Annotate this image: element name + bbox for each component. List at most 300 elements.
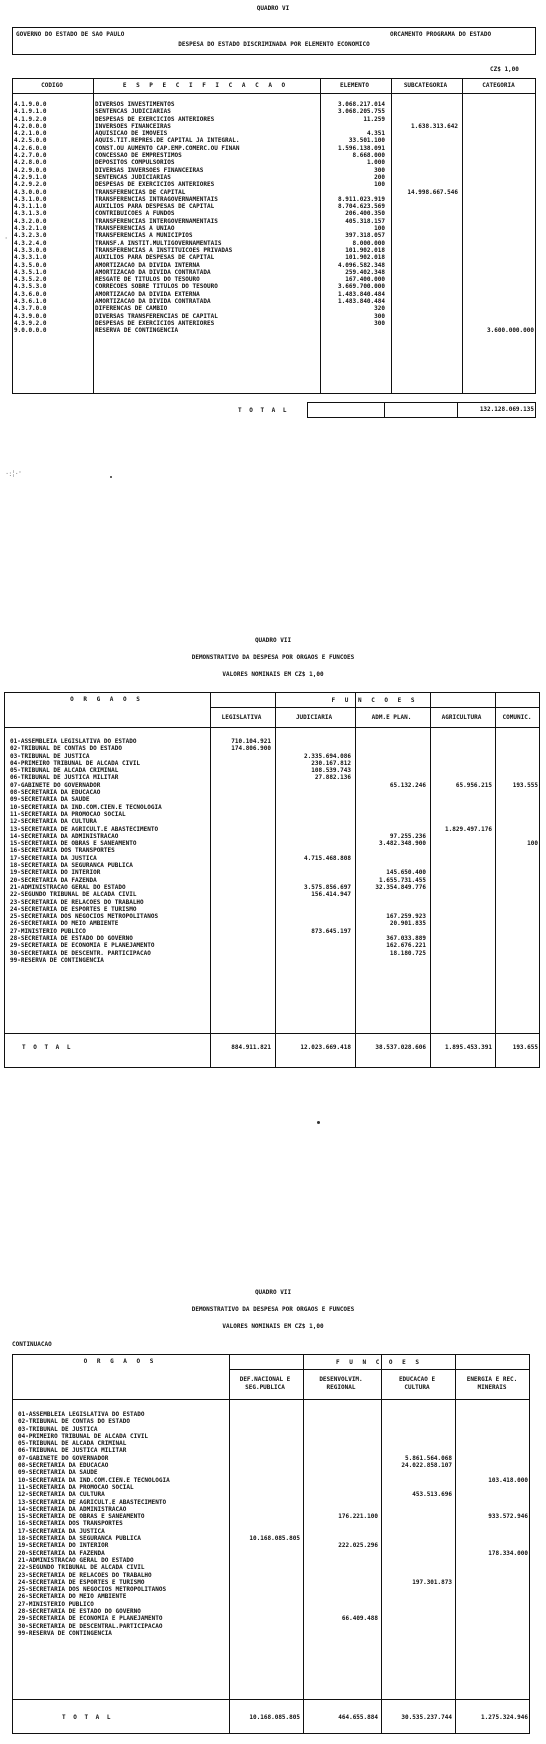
q7a-legislativa-cell <box>209 818 271 825</box>
q7b-col-educacao-l2: CULTURA <box>404 1383 430 1391</box>
q7b-energia-cell <box>454 1542 528 1549</box>
q7a-agricultura-cell <box>429 935 492 942</box>
q7b-educacao-cell <box>380 1623 452 1630</box>
q7a-judiciaria-cell: 156.414.947 <box>311 891 351 899</box>
q6-subcat-cell <box>390 108 458 115</box>
q7b-defnac-cell <box>228 1506 300 1513</box>
q6-subcat-cell <box>390 210 458 217</box>
q6-elemento-cell: 320 <box>374 305 385 313</box>
q7b-defnac-cell <box>228 1593 300 1600</box>
q6-title: QUADRO VI <box>256 5 290 12</box>
q7a-title: QUADRO VII <box>254 637 292 644</box>
q7b-educacao-cell <box>380 1593 452 1600</box>
q7a-agricultura-cell <box>429 855 492 862</box>
q7a-agricultura-cell <box>429 789 492 796</box>
q7a-comunic-cell <box>494 753 538 760</box>
q6-code-cell: 4.2.6.0.0 <box>14 144 47 152</box>
q7b-orgao-cell: 28-SECRETARIA DE ESTADO DO GOVERNO <box>18 1608 141 1616</box>
q7b-col-defnac-l2: SEG.PUBLICA <box>245 1383 285 1391</box>
q6-code-cell: 4.3.1.0.0 <box>14 195 47 203</box>
q6-elemento-cell: 101.902.018 <box>345 254 385 262</box>
q7a-total-label: T O T A L <box>22 1044 73 1051</box>
q6-subcat-cell <box>390 130 458 137</box>
q7b-educacao-cell <box>380 1564 452 1571</box>
q6-spec-cell: AQUIS.TIT.REPRES.DE CAPITAL JA INTEGRAL. <box>95 137 240 145</box>
q7b-col-funcoes: F U N C O E S <box>336 1359 422 1366</box>
q7a-comunic-cell <box>494 789 538 796</box>
q6-subcat-column <box>390 101 458 335</box>
q6-code-cell: 4.2.5.0.0 <box>14 137 47 145</box>
q7b-desenv-cell <box>302 1623 378 1630</box>
q7a-agricultura-cell: 65.956.215 <box>455 781 492 789</box>
q6-elemento-cell: 4.096.582.348 <box>338 261 385 269</box>
q6-elemento-cell: 167.400.000 <box>345 276 385 284</box>
q7a-comunic-cell: 193.555 <box>512 781 538 789</box>
q7a-legislativa-cell <box>209 804 271 811</box>
q7b-energia-cell <box>454 1557 528 1564</box>
q7b-col-defnac-l1: DEF.NACIONAL E <box>239 1376 291 1383</box>
q7a-comunic-cell <box>494 891 538 898</box>
q7a-orgao-cell: 08-SECRETARIA DA EDUCACAO <box>10 789 101 797</box>
q6-col-subcat: SUBCATEGORIA <box>403 82 448 89</box>
q6-elemento-cell: 1.000 <box>366 159 385 167</box>
q7b-energia-cell <box>454 1630 528 1637</box>
q7b-orgao-cell: 12-SECRETARIA DA CULTURA <box>18 1491 105 1499</box>
q7a-agricultura-cell <box>429 869 492 876</box>
q6-codes-column <box>14 101 47 335</box>
q6-elemento-cell: 100 <box>374 181 385 189</box>
q6-categoria-cell <box>461 167 534 174</box>
q7a-legislativa-cell <box>209 833 271 840</box>
q7b-defnac-cell <box>228 1484 300 1491</box>
q6-subcat-cell <box>390 196 458 203</box>
q7a-comunic-cell <box>494 818 538 825</box>
scan-smudge: ·:╎·' <box>5 470 22 478</box>
q6-categoria-cell <box>461 291 534 298</box>
q7a-adm-cell: 167.259.923 <box>386 913 426 921</box>
q7b-defnac-cell <box>228 1564 300 1571</box>
q6-spec-cell: TRANSFERENCIAS A MUNICIPIOS <box>95 232 193 240</box>
q6-elemento-cell: 3.669.700.000 <box>338 283 385 291</box>
q7a-agricultura-cell <box>429 774 492 781</box>
q7a-agricultura-cell <box>429 847 492 854</box>
q7b-energia-cell: 933.572.946 <box>488 1513 528 1521</box>
q7a-judiciaria-cell <box>274 789 351 796</box>
q7a-col-judiciaria: JUDICIARIA <box>295 714 333 721</box>
q7a-orgao-cell: 07-GABINETE DO GOVERNADOR <box>10 781 101 789</box>
q7b-desenv-cell <box>302 1440 378 1447</box>
q7b-orgao-cell: 15-SECRETARIA DE OBRAS E SANEAMENTO <box>18 1513 145 1521</box>
q7b-defnac-cell <box>228 1411 300 1418</box>
q7b-desenv-cell <box>302 1411 378 1418</box>
scan-dot <box>317 1121 320 1124</box>
q7a-comunic-cell <box>494 950 538 957</box>
q7b-col-desenv-l2: REGIONAL <box>326 1383 356 1391</box>
q7b-energia-cell <box>454 1484 528 1491</box>
q7b-energia-cell <box>454 1528 528 1535</box>
q6-spec-cell: CONCESSAO DE EMPRESTIMOS <box>95 152 182 160</box>
q6-categoria-cell <box>461 320 534 327</box>
q7a-orgao-cell: 27-MINISTERIO PUBLICO <box>10 927 86 935</box>
q7a-adm-cell <box>354 753 426 760</box>
q7a-agricultura-cell: 1.829.497.176 <box>445 825 492 833</box>
q7a-agricultura-cell <box>429 928 492 935</box>
q7b-educacao-cell: 5.861.564.068 <box>405 1454 452 1462</box>
q6-subcat-cell <box>390 174 458 181</box>
q6-categoria-cell <box>461 283 534 290</box>
q6-spec-cell: SENTENCAS JUDICIARIAS <box>95 173 171 181</box>
q6-elemento-cell: 300 <box>374 312 385 320</box>
q6-elemento-cell: 1.483.840.484 <box>338 290 385 298</box>
q7a-orgaos-column <box>10 738 162 964</box>
q7a-agricultura-cell <box>429 796 492 803</box>
q7a-comunic-cell <box>494 935 538 942</box>
q6-elemento-cell: 259.402.348 <box>345 268 385 276</box>
q6-spec-cell: INVERSOES FINANCEIRAS <box>95 122 171 130</box>
q7b-energia-cell <box>454 1593 528 1600</box>
q7b-educacao-cell <box>380 1477 452 1484</box>
q7b-orgao-cell: 17-SECRETARIA DA JUSTICA <box>18 1527 105 1535</box>
q6-elemento-cell: 206.400.350 <box>345 210 385 218</box>
q6-code-cell: 4.3.9.2.0 <box>14 319 47 327</box>
q6-categoria-cell <box>461 210 534 217</box>
q7b-educacao-cell <box>380 1447 452 1454</box>
q7b-educacao-cell <box>380 1520 452 1527</box>
q7a-adm-cell <box>354 796 426 803</box>
q7b-desenv-cell <box>302 1593 378 1600</box>
q6-spec-cell: AQUISICAO DE IMOVEIS <box>95 130 168 138</box>
q7b-energia-cell <box>454 1601 528 1608</box>
q6-total-value: 132.128.069.135 <box>479 406 534 413</box>
q6-categoria-cell <box>461 247 534 254</box>
q7a-legislativa-cell <box>209 891 271 898</box>
q6-elemento-cell: 4.351 <box>366 130 385 138</box>
q7b-educacao-cell <box>380 1601 452 1608</box>
q7b-educacao-cell <box>380 1506 452 1513</box>
q7b-orgao-cell: 10-SECRETARIA DA IND.COM.CIEN.E TECNOLOGIA <box>18 1476 170 1484</box>
q7b-energia-cell <box>454 1564 528 1571</box>
q7a-legislativa-cell <box>209 760 271 767</box>
q6-categoria-cell <box>461 181 534 188</box>
q7a-comunic-cell <box>494 942 538 949</box>
q6-elemento-cell: 8.668.000 <box>352 152 385 160</box>
q7a-adm-cell: 145.650.400 <box>386 869 426 877</box>
q7a-adm-cell: 1.655.731.455 <box>379 876 426 884</box>
q6-code-cell: 4.3.2.0.0 <box>14 217 47 225</box>
q7a-adm-cell <box>354 804 426 811</box>
q7a-adm-cell <box>354 906 426 913</box>
q6-spec-cell: AMORTIZACAO DA DIVIDA CONTRATADA <box>95 268 211 276</box>
q7b-desenv-cell <box>302 1484 378 1491</box>
q7a-comunic-column <box>494 738 538 964</box>
q6-categoria-cell <box>461 189 534 196</box>
q6-categoria-cell <box>461 262 534 269</box>
q7b-orgao-cell: 20-SECRETARIA DA FAZENDA <box>18 1549 105 1557</box>
q7b-orgao-cell: 22-SEGUNDO TRIBUNAL DE ALCADA CIVIL <box>18 1564 145 1572</box>
q7a-orgao-cell: 28-SECRETARIA DE ESTADO DO GOVERNO <box>10 935 133 943</box>
q7b-desenv-cell <box>302 1557 378 1564</box>
q7b-defnac-cell <box>228 1426 300 1433</box>
q7b-defnac-cell <box>228 1542 300 1549</box>
q7b-orgao-cell: 03-TRIBUNAL DE JUSTICA <box>18 1425 98 1433</box>
q7b-col-energia-l2: MINERAIS <box>477 1383 507 1391</box>
q7b-defnac-cell <box>228 1586 300 1593</box>
q7b-energia-cell <box>454 1608 528 1615</box>
q6-code-cell: 4.2.9.0.0 <box>14 166 47 174</box>
q7a-legislativa-cell <box>209 906 271 913</box>
q6-header-right: ORCAMENTO PROGRAMA DO ESTADO <box>390 31 492 38</box>
q7b-energia-cell <box>454 1455 528 1462</box>
q6-code-cell: 4.1.9.0.0 <box>14 101 47 108</box>
q7a-comunic-cell <box>494 899 538 906</box>
q7b-defnac-cell <box>228 1608 300 1615</box>
q7a-comunic-cell <box>494 855 538 862</box>
q7b-orgao-cell: 27-MINISTERIO PUBLICO <box>18 1600 94 1608</box>
q7b-desenv-cell <box>302 1462 378 1469</box>
q7b-orgao-cell: 06-TRIBUNAL DE JUSTICA MILITAR <box>18 1447 127 1455</box>
q6-elemento-cell: 300 <box>374 319 385 327</box>
q7a-comunic-cell <box>494 877 538 884</box>
q6-subcat-cell <box>390 225 458 232</box>
q7b-desenv-cell <box>302 1447 378 1454</box>
q6-code-cell: 4.2.0.0.0 <box>14 122 47 130</box>
q7a-comunic-cell <box>494 745 538 752</box>
q6-elemento-cell: 11.259 <box>363 115 385 123</box>
q7a-orgao-cell: 05-TRIBUNAL DE ALCADA CRIMINAL <box>10 767 119 775</box>
q6-subcat-cell <box>390 152 458 159</box>
q7a-adm-cell <box>354 811 426 818</box>
q7b-total-desenv: 464.655.884 <box>338 1714 378 1721</box>
q7b-orgao-cell: 24-SECRETARIA DE ESPORTES E TURISMO <box>18 1578 145 1586</box>
q7a-comunic-cell <box>494 913 538 920</box>
q7a-agricultura-cell <box>429 840 492 847</box>
q6-subcat-cell <box>390 298 458 305</box>
q7a-judiciaria-cell <box>274 745 351 752</box>
q7b-desenv-cell <box>302 1426 378 1433</box>
q7a-orgao-cell: 14-SECRETARIA DA ADMINISTRACAO <box>10 832 119 840</box>
q7b-educacao-cell <box>380 1499 452 1506</box>
q7a-adm-cell: 162.676.221 <box>386 942 426 950</box>
q6-elemento-cell: 8.911.023.919 <box>338 195 385 203</box>
q6-spec-cell: CORRECOES SOBRE TITULOS DO TESOURO <box>95 283 218 291</box>
q6-spec-cell: TRANSFERENCIAS A INSTITUICOES PRIVADAS <box>95 246 233 254</box>
q6-subcat-cell: 1.638.313.642 <box>411 122 458 130</box>
q7a-agricultura-cell <box>429 818 492 825</box>
q6-unit: CZ$ 1,00 <box>490 66 519 73</box>
q7b-orgao-cell: 16-SECRETARIA DOS TRANSPORTES <box>18 1520 123 1528</box>
q7a-agricultura-cell <box>429 950 492 957</box>
q7b-energia-cell <box>454 1462 528 1469</box>
q7b-energia-cell <box>454 1506 528 1513</box>
q7a-comunic-cell <box>494 767 538 774</box>
q7b-orgao-cell: 14-SECRETARIA DA ADMINISTRACAO <box>18 1505 127 1513</box>
q7a-legislativa-cell <box>209 913 271 920</box>
q7a-adm-cell: 367.033.889 <box>386 935 426 943</box>
q7a-adm-column <box>354 738 426 964</box>
q7a-agricultura-cell <box>429 745 492 752</box>
q7a-col-orgaos: O R G A O S <box>70 696 143 703</box>
q6-subcat-cell <box>390 203 458 210</box>
q6-code-cell: 4.3.3.0.0 <box>14 246 47 254</box>
q7b-desenv-cell <box>302 1550 378 1557</box>
q7b-total-label: T O T A L <box>62 1714 113 1721</box>
q6-subcat-cell <box>390 276 458 283</box>
q7b-educacao-cell <box>380 1411 452 1418</box>
q7b-educacao-cell <box>380 1440 452 1447</box>
q7b-desenv-cell: 176.221.100 <box>338 1513 378 1521</box>
q7b-orgao-cell: 26-SECRETARIA DO MEIO AMBIENTE <box>18 1593 127 1601</box>
q7a-judiciaria-cell <box>274 818 351 825</box>
q7a-legislativa-cell <box>209 855 271 862</box>
q7a-adm-cell: 65.132.246 <box>389 781 426 789</box>
q6-spec-cell: DESPESAS DE EXERCICIOS ANTERIORES <box>95 115 215 123</box>
q7b-defnac-cell <box>228 1557 300 1564</box>
q6-categoria-cell <box>461 108 534 115</box>
q6-code-cell: 4.3.5.0.0 <box>14 261 47 269</box>
q6-subcat-cell <box>390 327 458 334</box>
q6-code-cell: 4.3.5.3.0 <box>14 283 47 291</box>
q6-categoria-cell: 3.600.000.000 <box>487 327 534 335</box>
q7b-orgao-cell: 13-SECRETARIA DE AGRICULT.E ABASTECIMENTO <box>18 1498 167 1506</box>
q7a-adm-cell <box>354 899 426 906</box>
q7a-adm-cell <box>354 745 426 752</box>
scan-dot <box>110 476 112 478</box>
q7a-orgao-cell: 29-SECRETARIA DE ECONOMIA E PLANEJAMENTO <box>10 942 155 950</box>
q7b-energia-cell <box>454 1426 528 1433</box>
q6-spec-cell: DESPESAS DE EXERCICIOS ANTERIORES <box>95 319 215 327</box>
q7b-orgao-cell: 30-SECRETARIA DE DESCENTRAL.PARTICIPACAO <box>18 1622 163 1630</box>
q7b-desenv-cell <box>302 1601 378 1608</box>
q7a-orgao-cell: 26-SECRETARIA DO MEIO AMBIENTE <box>10 920 119 928</box>
q7a-agricultura-cell <box>429 899 492 906</box>
q7a-judiciaria-cell <box>274 847 351 854</box>
q6-spec-cell: TRANSFERENCIAS A UNIAO <box>95 225 175 233</box>
q7a-adm-cell: 97.255.236 <box>389 832 426 840</box>
q7a-comunic-cell <box>494 796 538 803</box>
q7a-judiciaria-column <box>274 738 351 964</box>
q6-header-sub: DESPESA DO ESTADO DISCRIMINADA POR ELEMENTO ECONOMICO <box>178 41 370 48</box>
q7b-orgao-cell: 07-GABINETE DO GOVERNADOR <box>18 1454 109 1462</box>
q7b-educacao-cell: 197.301.873 <box>412 1578 452 1586</box>
q7b-educacao-cell <box>380 1550 452 1557</box>
q6-elemento-cell: 101.902.018 <box>345 246 385 254</box>
q7b-desenv-cell: 222.025.296 <box>338 1542 378 1550</box>
q7a-legislativa-cell <box>209 774 271 781</box>
q6-subcat-cell <box>390 116 458 123</box>
q6-code-cell: 9.0.0.0.0 <box>14 327 47 335</box>
q7b-col-desenv-l1: DESENVOLVIM. <box>319 1376 363 1383</box>
q7b-desenv-cell <box>302 1579 378 1586</box>
q6-categoria-cell <box>461 276 534 283</box>
q7b-col-educacao-l1: EDUCACAO E <box>398 1376 436 1383</box>
q7b-energia-cell <box>454 1535 528 1542</box>
q6-code-cell: 4.2.9.2.0 <box>14 181 47 189</box>
q7b-educacao-cell <box>380 1630 452 1637</box>
q6-elemento-cell: 33.501.100 <box>348 137 385 145</box>
q7a-adm-cell <box>354 767 426 774</box>
q7b-desenv-cell <box>302 1469 378 1476</box>
q7a-agricultura-cell <box>429 738 492 745</box>
q7a-comunic-cell <box>494 847 538 854</box>
q7a-orgao-cell: 04-PRIMEIRO TRIBUNAL DE ALCADA CIVIL <box>10 759 141 767</box>
q7a-judiciaria-cell <box>274 935 351 942</box>
q7a-adm-cell: 32.354.849.776 <box>375 883 426 891</box>
q7b-educacao-column <box>380 1411 452 1637</box>
q6-subcat-cell <box>390 254 458 261</box>
q6-subcat-cell <box>390 167 458 174</box>
q7a-adm-cell <box>354 826 426 833</box>
q7a-agricultura-column <box>429 738 492 964</box>
q7b-total-educacao: 30.535.237.744 <box>401 1714 452 1721</box>
q6-categoria-cell <box>461 218 534 225</box>
q6-subcat-cell <box>390 181 458 188</box>
q6-code-cell: 4.3.2.3.0 <box>14 232 47 240</box>
q7a-total-adm: 38.537.028.606 <box>375 1044 426 1051</box>
q7a-orgao-cell: 09-SECRETARIA DA SAUDE <box>10 796 90 804</box>
q7a-judiciaria-cell <box>274 957 351 964</box>
q6-code-cell: 4.3.2.1.0 <box>14 225 47 233</box>
q6-categoria-cell <box>461 269 534 276</box>
q7a-comunic-cell <box>494 957 538 964</box>
q7b-desenv-cell <box>302 1572 378 1579</box>
q7b-energia-cell <box>454 1499 528 1506</box>
q7b-orgao-cell: 18-SECRETARIA DA SEGURANCA PUBLICA <box>18 1535 141 1543</box>
q6-col-categoria: CATEGORIA <box>482 82 515 89</box>
q7b-educacao-cell <box>380 1542 452 1549</box>
q6-code-cell: 4.3.1.1.0 <box>14 203 47 211</box>
q7b-unit: VALORES NOMINAIS EM CZ$ 1,00 <box>222 1323 324 1330</box>
q7b-orgao-cell: 29-SECRETARIA DE ECONOMIA E PLANEJAMENTO <box>18 1615 163 1623</box>
q6-categoria-cell <box>461 225 534 232</box>
q7b-energia-cell <box>454 1520 528 1527</box>
q7a-comunic-cell <box>494 869 538 876</box>
q7a-legislativa-cell <box>209 869 271 876</box>
q7a-judiciaria-cell <box>274 913 351 920</box>
q7a-orgao-cell: 10-SECRETARIA DA IND.COM.CIEN.E TECNOLOGIA <box>10 803 162 811</box>
q7a-comunic-cell <box>494 760 538 767</box>
q7a-legislativa-cell <box>209 826 271 833</box>
q7b-desenv-column <box>302 1411 378 1637</box>
q7b-defnac-cell <box>228 1550 300 1557</box>
q7a-legislativa-cell <box>209 899 271 906</box>
q7a-adm-cell <box>354 891 426 898</box>
q7a-orgao-cell: 30-SECRETARIA DE DESCENTR. PARTICIPACAO <box>10 949 151 957</box>
q7b-defnac-column <box>228 1411 300 1637</box>
q6-categoria-column <box>461 101 534 335</box>
q6-categoria-cell <box>461 130 534 137</box>
q6-categoria-cell <box>461 254 534 261</box>
q7b-col-defnac <box>228 1376 302 1391</box>
q6-elemento-cell: 1.596.138.091 <box>338 144 385 152</box>
q7a-judiciaria-cell <box>274 738 351 745</box>
q7a-agricultura-cell <box>429 877 492 884</box>
q7a-agricultura-cell <box>429 920 492 927</box>
q7a-judiciaria-cell: 108.539.743 <box>311 767 351 775</box>
q6-spec-cell: DIFERENCAS DE CAMBIO <box>95 305 168 313</box>
q6-elemento-cell: 8.000.000 <box>352 239 385 247</box>
q7b-total-defnac: 10.168.085.805 <box>249 1714 300 1721</box>
q7b-energia-column <box>454 1411 528 1637</box>
q7a-adm-cell <box>354 818 426 825</box>
q7a-legislativa-cell <box>209 877 271 884</box>
q7a-judiciaria-cell: 230.167.812 <box>311 759 351 767</box>
q7b-defnac-cell <box>228 1491 300 1498</box>
q7a-unit: VALORES NOMINAIS EM CZ$ 1,00 <box>222 671 324 678</box>
q7b-educacao-cell <box>380 1484 452 1491</box>
q7a-legislativa-cell <box>209 935 271 942</box>
q7a-judiciaria-cell <box>274 920 351 927</box>
q6-categoria-cell <box>461 232 534 239</box>
